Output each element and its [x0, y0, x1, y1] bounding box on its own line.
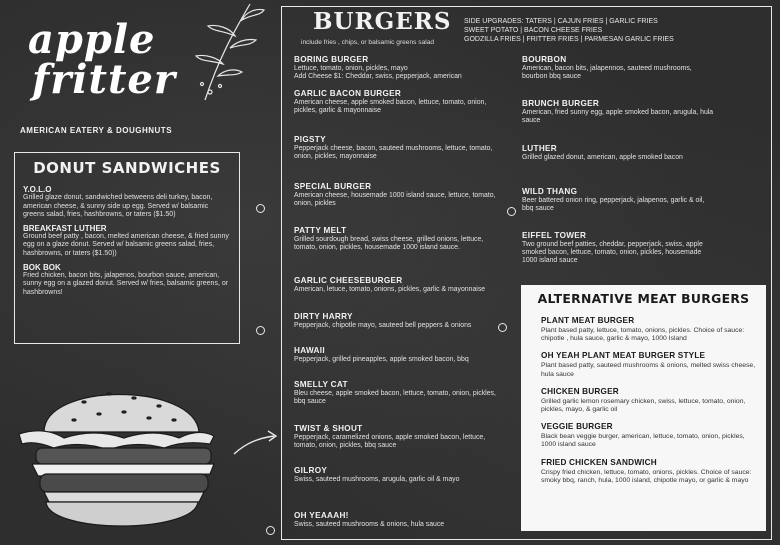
menu-item-desc: Pepperjack, chipotle mayo, sauteed bell peppers & onions [294, 322, 472, 329]
circle-ornament-icon [266, 526, 275, 535]
menu-item-name: LUTHER [522, 144, 558, 153]
menu-item-desc: Beer battered onion ring, pepperjack, jalapenos, garlic & oil, bbq sauce [522, 197, 705, 213]
side-upgrades [464, 17, 674, 44]
menu-item-name: Y.O.L.O [23, 185, 52, 194]
menu-item-desc: Two ground beef patties, cheddar, pepperjack, swiss, apple smoked bacon, lettuce, tomato, onion, pickles, housemade 1000 island sauce [522, 241, 703, 265]
menu-item [294, 276, 504, 294]
menu-item-name: GILROY [294, 466, 328, 475]
menu-item [541, 316, 756, 343]
menu-item-desc: American, letuce, tomato, onions, pickles, garlic & mayonnaise [294, 286, 486, 293]
menu-item [541, 387, 756, 414]
menu-item-desc: Grilled glazed donut, american, apple smoked bacon [522, 154, 683, 161]
menu-item-name: BRUNCH BURGER [522, 99, 600, 108]
menu-item [294, 312, 504, 330]
menu-item-name: CHICKEN BURGER [541, 386, 619, 396]
menu-item [294, 135, 504, 161]
menu-item-name: WILD THANG [522, 187, 578, 196]
menu-item-desc: Swiss, sauteed mushrooms, arugula, garlic oil & mayo [294, 476, 460, 483]
menu-item-desc: Pepperjack cheese, bacon, sauteed mushrooms, lettuce, tomato, onion, pickles, mayonnaise [294, 145, 493, 161]
menu-item-name: BORING BURGER [294, 55, 369, 64]
menu-item-name: OH YEAH PLANT MEAT BURGER STYLE [541, 351, 706, 361]
menu-item [294, 466, 504, 484]
menu-item [541, 351, 756, 378]
logo-line-2: fritter [32, 56, 176, 103]
menu-item-desc: Grilled sourdough bread, swiss cheese, grilled onions, lettuce, tomato, onion, pickles, housemade 1000 island sauce. [294, 236, 484, 252]
menu-item [294, 226, 504, 252]
burgers-subtitle: include fries , chips, or balsamic greens salad [301, 39, 435, 46]
menu-item-name: FRIED CHICKEN SANDWICH [541, 457, 657, 467]
menu-item [294, 89, 504, 115]
logo-line-1: apple [28, 16, 156, 63]
menu-item-desc: Grilled garlic lemon rosemary chicken, swiss, lettuce, tomato, onion, pickles, mayo, & garlic oil [541, 397, 746, 414]
menu-item-desc: Pepperjack, caramelized onions, apple smoked bacon, lettuce, tomato, onion, pickles, bbq sauce [294, 434, 486, 450]
alternative-meat-section [521, 285, 766, 531]
menu-item-name: BOURBON [522, 55, 567, 64]
menu-item-desc: American, fried sunny egg, apple smoked bacon, arugula, hula sauce [522, 109, 714, 125]
donut-sandwiches-section [14, 152, 240, 344]
menu-item-desc: Plant based patty, sauteed mushrooms & onions, melted swiss cheese, hula sauce [541, 362, 756, 378]
menu-item-desc: Grilled glaze donut, sandwiched betweens deli turkey, bacon, american cheese, & sunny side up egg. Served w/ balsamic greens salad, fries, hashbrowns, or taters ($1.50) [23, 194, 213, 219]
menu-item-desc: Lettuce, tomato, onion, pickles, mayo Add Cheese $1: Cheddar, swiss, pepperjack, american [294, 65, 462, 81]
menu-item [522, 55, 714, 81]
menu-item-name: PIGSTY [294, 135, 326, 144]
menu-item-name: EIFFEL TOWER [522, 231, 587, 240]
menu-item [23, 224, 231, 259]
burgers-title: BURGERS [313, 8, 452, 35]
menu-item-desc: Swiss, sauteed mushrooms & onions, hula sauce [294, 521, 445, 528]
menu-item [541, 458, 756, 485]
side-upgrades-line: SIDE UPGRADES: TATERS | CAJUN FRIES | GARLIC FRIES [464, 18, 658, 25]
burger-illustration-icon [14, 362, 224, 545]
menu-item-desc: American cheese, housemade 1000 island sauce, lettuce, tomato, onion, pickles [294, 192, 496, 208]
menu-item-desc: American cheese, apple smoked bacon, lettuce, tomato, onion, pickles, garlic & mayonnaise [294, 99, 487, 115]
arrow-icon [232, 428, 282, 458]
menu-item-desc: Bleu cheese, apple smoked bacon, lettuce, tomato, onion, pickles, bbq sauce [294, 390, 496, 406]
menu-item-name: OH YEAAAH! [294, 511, 349, 520]
menu-item [294, 346, 504, 364]
menu-item-name: VEGGIE BURGER [541, 422, 613, 432]
menu-item [294, 424, 504, 450]
menu-item [522, 144, 722, 162]
circle-ornament-icon [256, 326, 265, 335]
menu-item-desc: Crispy fried chicken, lettuce, tomato, onions, pickles. Choice of sauce: smoky bbq, ranch, hula, 1000 island, chipotle mayo, or garlic & mayo [541, 468, 752, 484]
menu-item-desc: Plant based patty, lettuce, tomato, onions, pickles. Choice of sauce: chipotle , hula sauce, garlic & mayo, 1000 Island [541, 327, 745, 343]
menu-item-name: BOK BOK [23, 262, 61, 272]
menu-item [541, 422, 756, 449]
menu-item [294, 182, 504, 208]
menu-item-desc: American, bacon bits, jalapennos, sauteed mushrooms, bourbon bbq sauce [522, 65, 692, 81]
menu-item [23, 263, 231, 298]
logo [28, 16, 178, 103]
alternative-meat-title: ALTERNATIVE MEAT BURGERS [537, 291, 750, 306]
side-upgrades-line: SWEET POTATO | BACON CHEESE FRIES [464, 27, 603, 34]
menu-item-desc: Ground beef patty , bacon, melted american cheese, & fried sunny egg on a glaze donut. Served w/ balsamic greens salad, fries, hashbrowns, or taters ($1.50)) [23, 232, 229, 257]
menu-item-name: PLANT MEAT BURGER [541, 316, 635, 325]
menu-item [294, 380, 504, 406]
menu-item-name: SPECIAL BURGER [294, 182, 372, 191]
tagline: AMERICAN EATERY & DOUGHNUTS [20, 126, 173, 135]
menu-item-name: DIRTY HARRY [294, 312, 353, 321]
menu-item-name: GARLIC BACON BURGER [294, 89, 402, 98]
leaf-branch-icon [180, 0, 270, 110]
menu-item [522, 99, 714, 125]
menu-item [522, 231, 714, 266]
donut-sandwiches-title: DONUT SANDWICHES [33, 159, 221, 177]
menu-item-name: PATTY MELT [294, 226, 347, 235]
menu-item [294, 511, 504, 529]
menu-item-desc: Black bean veggie burger, american, lettuce, tomato, onion, pickles, 1000 island sauce [541, 433, 745, 449]
menu-item [294, 55, 504, 81]
menu-item [23, 185, 231, 220]
circle-ornament-icon [256, 204, 265, 213]
menu-item-name: SMELLY CAT [294, 380, 348, 389]
menu-item-name: GARLIC CHEESEBURGER [294, 276, 403, 285]
menu-item-desc: Pepperjack, grilled pineapples, apple smoked bacon, bbq [294, 356, 469, 363]
side-upgrades-line: GODZILLA FRIES | FRITTER FRIES | PARMESAN GARLIC FRIES [464, 36, 674, 43]
menu-item-name: HAWAII [294, 346, 325, 355]
menu-item-name: BREAKFAST LUTHER [23, 223, 107, 233]
menu-item-desc: Fried chicken, bacon bits, jalapenos, bourbon sauce, american, sunny egg on a glazed donut. Served w/ fries, balsamic greens, or hashbrowns! [23, 271, 229, 296]
menu-item [522, 187, 714, 213]
menu-item-name: TWIST & SHOUT [294, 424, 363, 433]
